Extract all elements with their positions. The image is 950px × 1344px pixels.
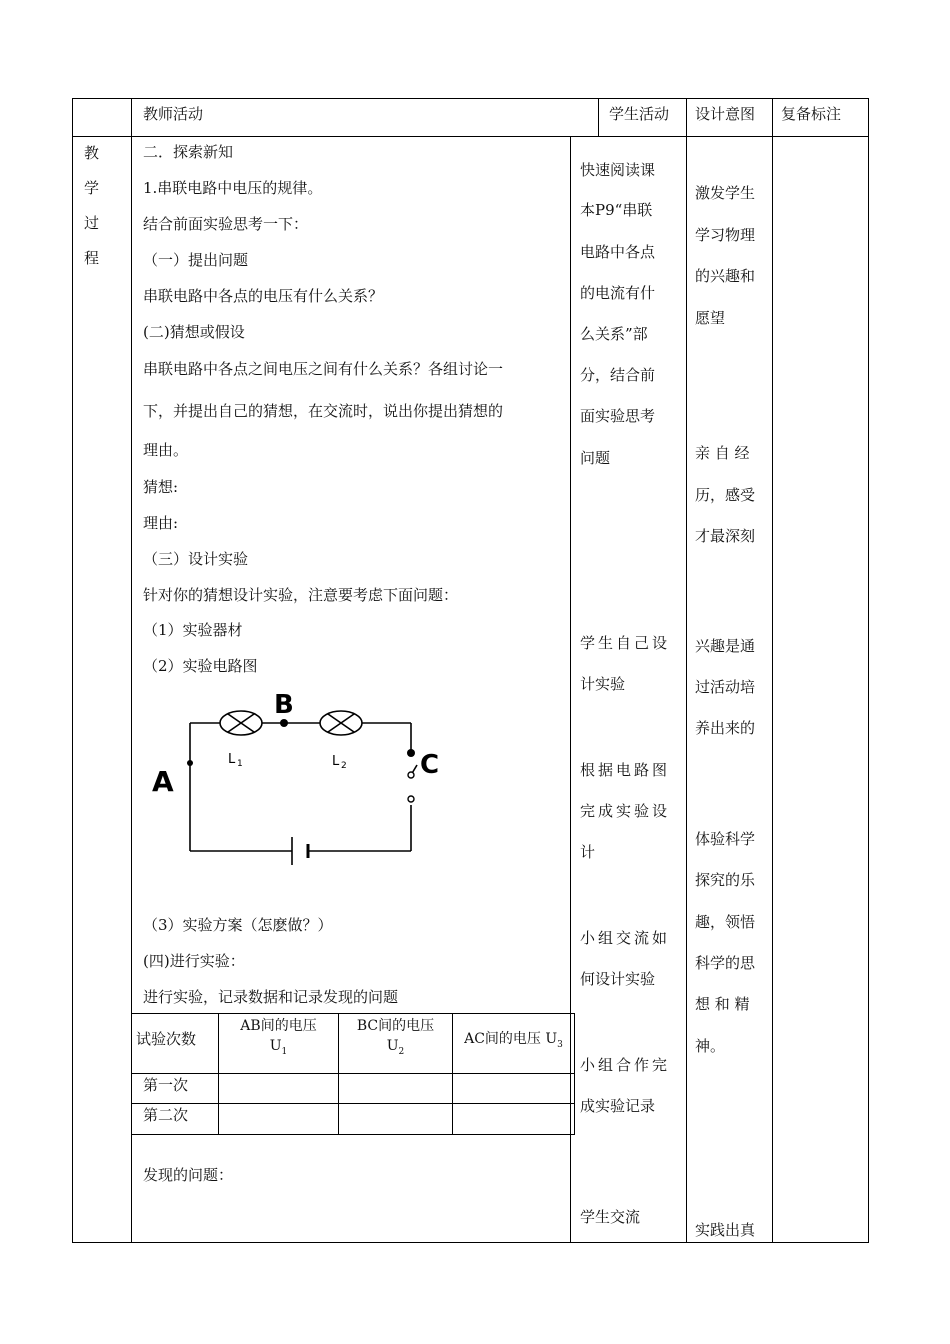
found-problems-label: 发现的问题： (143, 1166, 234, 1184)
data-table-right (574, 1013, 575, 1134)
left-label-char: 过 (84, 214, 100, 232)
conduct-text: 进行实验，记录数据和记录发现的问题 (143, 988, 399, 1006)
left-label-char: 学 (84, 179, 100, 197)
data-table-header-ab: AB间的电压 $U_1$ (240, 1018, 317, 1057)
node-c-dot (407, 749, 415, 757)
left-label-char: 教 (84, 144, 100, 162)
label-l1-sub: 1 (237, 759, 243, 769)
col-divider-student (686, 98, 687, 1243)
label-l2-sub: 2 (341, 761, 347, 771)
heading-hypothesis: (二)猜想或假设 (143, 323, 245, 341)
student-block-6: 学生交流 (580, 1208, 641, 1226)
table-right-border (868, 98, 869, 1243)
lamp-l2-icon (320, 711, 362, 735)
header-teacher-activity: 教师活动 (143, 105, 204, 123)
circuit-diagram (140, 685, 460, 875)
reason-label: 理由: (143, 514, 179, 532)
data-table-header-bc: BC间的电压 $U_2$ (356, 1018, 435, 1057)
switch-bottom-contact (408, 796, 414, 802)
item-plan: （3）实验方案（怎麽做？） (143, 916, 333, 934)
table-top-border (72, 98, 869, 99)
col-divider-teacher (570, 136, 571, 1243)
hypothesis-text-line2: 下，并提出自己的猜想，在交流时，说出你提出猜想的 (143, 402, 504, 420)
section-title: 二．探索新知 (143, 143, 234, 161)
header-review-notes: 复备标注 (781, 105, 842, 123)
design-block-5: 实践出真 (695, 1221, 756, 1239)
header-bottom-border (72, 136, 869, 137)
header-design-intent: 设计意图 (695, 105, 756, 123)
data-table-row1-top (131, 1073, 575, 1074)
data-table-row-label: 第一次 (143, 1076, 189, 1094)
node-b-dot (280, 719, 288, 727)
label-c: C (420, 750, 440, 780)
switch-top-contact (408, 772, 414, 778)
label-b: B (274, 690, 294, 720)
intro-text: 结合前面实验思考一下： (143, 215, 309, 233)
col-divider-header-teacher (598, 98, 599, 136)
point-title: 1.串联电路中电压的规律。 (143, 179, 323, 197)
label-l1: L (228, 752, 236, 767)
item-equipment: （1）实验器材 (143, 621, 243, 639)
label-l2: L (332, 754, 340, 769)
heading-conduct: (四)进行实验： (143, 952, 245, 970)
col-divider-design (772, 98, 773, 1243)
col-divider-label (131, 98, 132, 1243)
lesson-plan-page: 教师活动 学生活动 设计意图 复备标注 教 学 过 程 二．探索新知 1.串联电路中电压的规律。 结合前面实验思考一下： （一）提出问题 串联电路中各点的电压有什么关系？ (二)猜想或假设 串联电路中各点之间电压之间有什么关系？各组讨论一 下，并提出自己的猜想，在交流时，说出你提出猜想的 理由。 猜想: 理由: （三）设计实验 针对你的猜想设计实验，注意要考虑下面问题： （1）实验器材 （2）实验电路图 A B C L 1 L 2 （3）实验方案（怎麽做？） (四)进行实验： 进行实验，记录数据和记录发现的问题 试验次数 AB间的电压 $U_1$ BC间的电压 $U_2$ AC间的电压 $U_3$ 第一次 第二次 发现的问题： 快速阅读课 本P9“串联 电路中各点 的电流有什 么关系”部 分，结合前 面实验思考 问题 学生自己设 计实验 根据电路图 完成实验设 计 小组交流如 何设计实验 小组合作完 成实验记录 学生交流 激发学生 学习物理 的兴趣和 愿望 亲 自 经 历，感受 才最深刻 兴趣是通 过活动培 养出来的 体验科学 探究的乐 趣，领悟 科学的思 想 和 精 神。 实践出真 (0, 0, 950, 1344)
heading-design-experiment: （三）设计实验 (143, 550, 249, 568)
data-table-header-ac: AC间的电压 $U_3$ (464, 1031, 563, 1050)
guess-label: 猜想: (143, 478, 179, 496)
data-table-bottom (131, 1134, 575, 1135)
hypothesis-text-line1: 串联电路中各点之间电压之间有什么关系？各组讨论一 (143, 360, 504, 378)
lamp-l1-icon (220, 711, 262, 735)
left-label-char: 程 (84, 249, 100, 267)
hypothesis-text-line3: 理由。 (143, 441, 189, 459)
header-student-activity: 学生活动 (609, 105, 670, 123)
label-a: A (152, 765, 174, 798)
data-table-top (131, 1013, 575, 1014)
item-circuit-diagram: （2）实验电路图 (143, 657, 258, 675)
node-a-dot (187, 760, 193, 766)
data-table-header-trials: 试验次数 (136, 1030, 197, 1048)
table-left-border (72, 98, 73, 1243)
design-text: 针对你的猜想设计实验，注意要考虑下面问题： (143, 586, 459, 604)
heading-pose-question: （一）提出问题 (143, 251, 249, 269)
data-table-row2-top (131, 1103, 575, 1104)
data-table-row-label: 第二次 (143, 1106, 189, 1124)
question-text: 串联电路中各点的电压有什么关系？ (143, 287, 384, 305)
table-bottom-border (72, 1242, 869, 1243)
